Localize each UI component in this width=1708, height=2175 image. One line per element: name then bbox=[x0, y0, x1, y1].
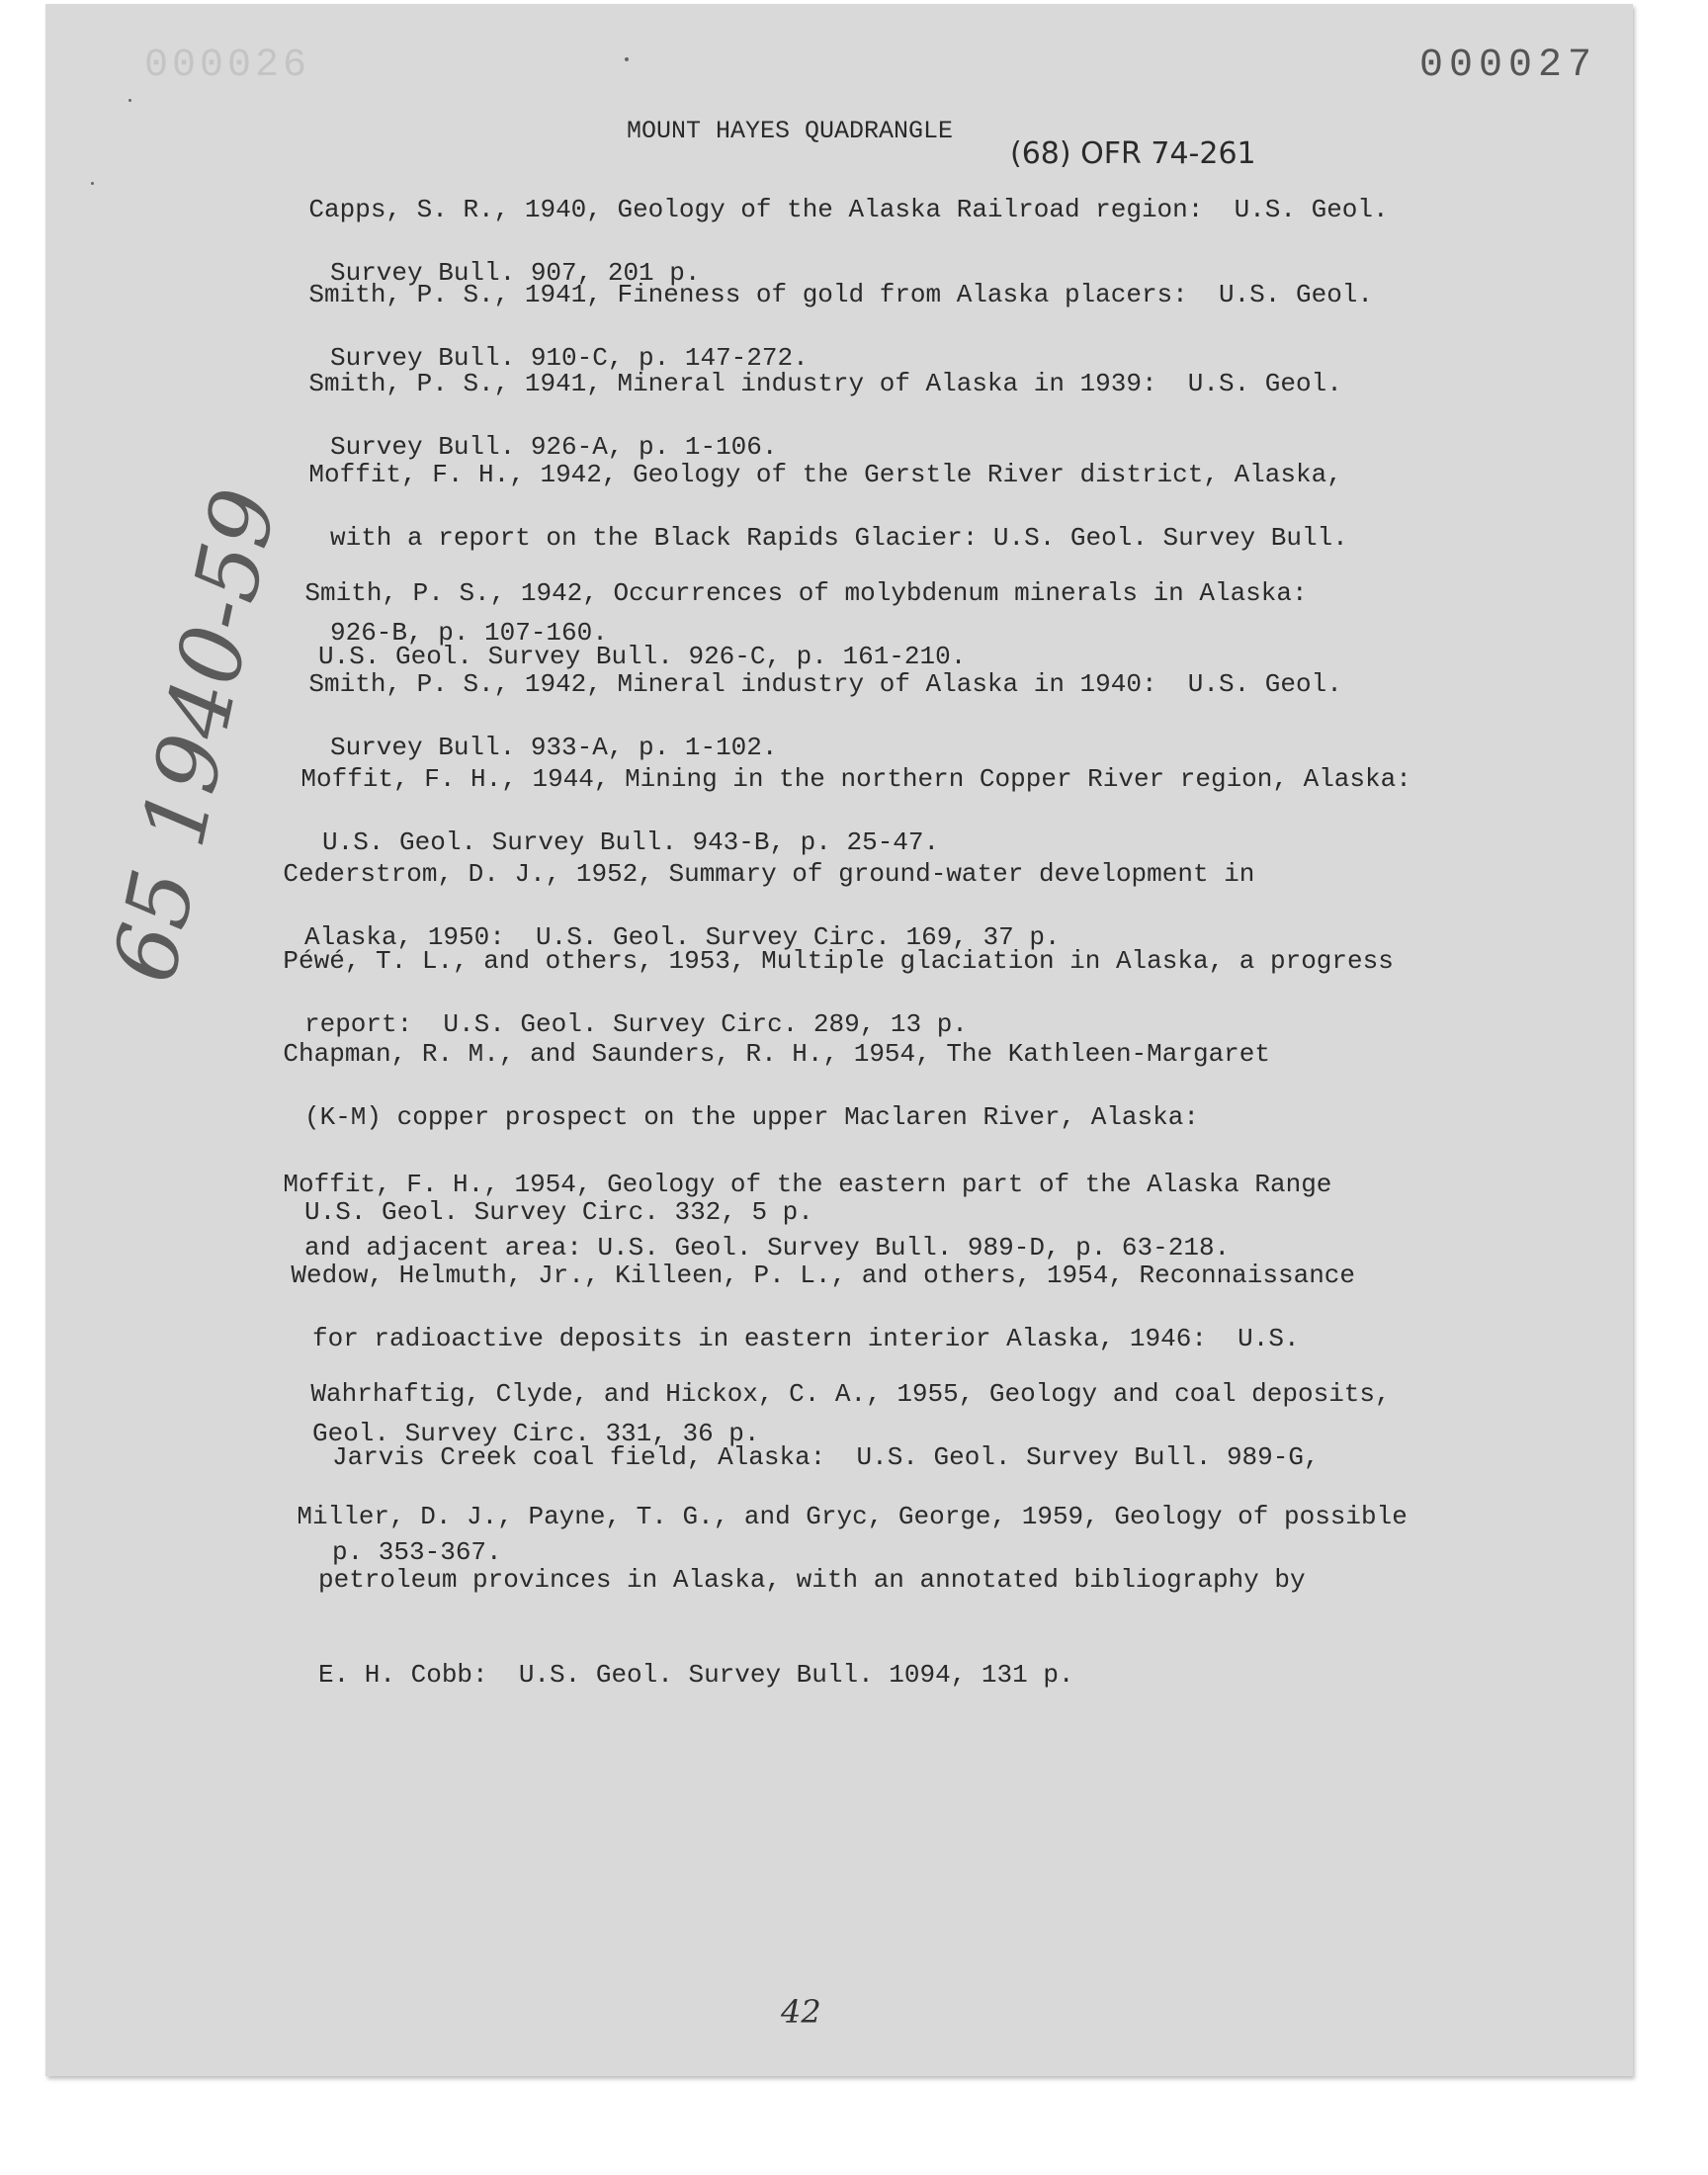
quadrangle-title: MOUNT HAYES QUADRANGLE bbox=[627, 117, 954, 145]
entry-continuation-line: Alaska, 1950: U.S. Geol. Survey Circ. 169, 37 p. bbox=[304, 922, 1061, 952]
entry-continuation-line: for radioactive deposits in eastern interior Alaska, 1946: U.S. bbox=[312, 1324, 1300, 1353]
entry-first-line: Smith, P. S., 1942, Mineral industry of Alaska in 1940: U.S. Geol. bbox=[308, 669, 1342, 699]
scan-speck bbox=[625, 57, 629, 61]
entry-first-line: Moffit, F. H., 1942, Geology of the Gerstle River district, Alaska, bbox=[308, 460, 1342, 489]
document-number: 000027 bbox=[1419, 44, 1598, 88]
entry-first-line: Miller, D. J., Payne, T. G., and Gryc, George, 1959, Geology of possible bbox=[297, 1502, 1408, 1531]
entry-first-line: Capps, S. R., 1940, Geology of the Alaska Railroad region: U.S. Geol. bbox=[308, 195, 1389, 224]
entry-continuation-line: report: U.S. Geol. Survey Circ. 289, 13 p. bbox=[304, 1009, 968, 1039]
document-page bbox=[45, 4, 1633, 2076]
entry-continuation-line: Survey Bull. 933-A, p. 1-102. bbox=[330, 733, 778, 762]
entry-continuation-line: and adjacent area: U.S. Geol. Survey Bull. 989-D, p. 63-218. bbox=[304, 1233, 1231, 1262]
entry-continuation-line: Survey Bull. 910-C, p. 147-272. bbox=[330, 343, 809, 373]
entry-first-line: Cederstrom, D. J., 1952, Summary of ground-water development in bbox=[283, 859, 1255, 889]
entry-first-line: Smith, P. S., 1941, Fineness of gold from Alaska placers: U.S. Geol. bbox=[308, 280, 1373, 309]
entry-first-line: Smith, P. S., 1942, Occurrences of molybdenum minerals in Alaska: bbox=[304, 578, 1308, 608]
entry-first-line: Smith, P. S., 1941, Mineral industry of Alaska in 1939: U.S. Geol. bbox=[308, 369, 1342, 398]
entry-continuation-line: Survey Bull. 907, 201 p. bbox=[330, 258, 701, 288]
page-number: 42 bbox=[781, 1993, 821, 2031]
entry-continuation-line: petroleum provinces in Alaska, with an annotated bibliography by bbox=[318, 1565, 1306, 1595]
entry-continuation-line: Jarvis Creek coal field, Alaska: U.S. Geol. Survey Bull. 989-G, bbox=[332, 1442, 1320, 1472]
entry-first-line: Moffit, F. H., 1954, Geology of the eastern part of the Alaska Range bbox=[283, 1170, 1332, 1199]
bibliography-entry bbox=[235, 1469, 1408, 1754]
entry-continuation-line: U.S. Geol. Survey Circ. 332, 5 p. bbox=[304, 1197, 813, 1227]
ofr-label: (68) OFR 74-261 bbox=[1010, 136, 1256, 171]
entry-continuation-line: U.S. Geol. Survey Bull. 926-C, p. 161-210. bbox=[318, 642, 967, 671]
entry-continuation-line: 926-B, p. 107-160. bbox=[330, 618, 608, 648]
handwritten-margin-note: 65 1940-59 bbox=[93, 479, 297, 991]
entry-continuation-line: (K-M) copper prospect on the upper Maclaren River, Alaska: bbox=[304, 1102, 1199, 1132]
entry-first-line: Moffit, F. H., 1944, Mining in the northern Copper River region, Alaska: bbox=[300, 764, 1411, 794]
entry-continuation-line: with a report on the Black Rapids Glacier: U.S. Geol. Survey Bull. bbox=[330, 523, 1348, 553]
entry-first-line: Péwé, T. L., and others, 1953, Multiple glaciation in Alaska, a progress bbox=[283, 946, 1394, 976]
entry-first-line: Wahrhaftig, Clyde, and Hickox, C. A., 1955, Geology and coal deposits, bbox=[310, 1379, 1391, 1409]
entry-continuation-line: Survey Bull. 926-A, p. 1-106. bbox=[330, 432, 778, 462]
scan-speck bbox=[91, 182, 94, 185]
entry-first-line: Wedow, Helmuth, Jr., Killeen, P. L., and others, 1954, Reconnaissance bbox=[291, 1261, 1355, 1290]
entry-continuation-line: p. 353-367. bbox=[332, 1537, 502, 1567]
entry-continuation-line: E. H. Cobb: U.S. Geol. Survey Bull. 1094, 131 p. bbox=[318, 1660, 1074, 1690]
entry-continuation-line: U.S. Geol. Survey Bull. 943-B, p. 25-47. bbox=[322, 827, 940, 857]
scan-speck bbox=[128, 99, 131, 102]
entry-first-line: Chapman, R. M., and Saunders, R. H., 1954, The Kathleen-Margaret bbox=[283, 1039, 1270, 1069]
faded-document-number: 000026 bbox=[144, 44, 311, 88]
entry-continuation-line: Geol. Survey Circ. 331, 36 p. bbox=[312, 1419, 760, 1448]
